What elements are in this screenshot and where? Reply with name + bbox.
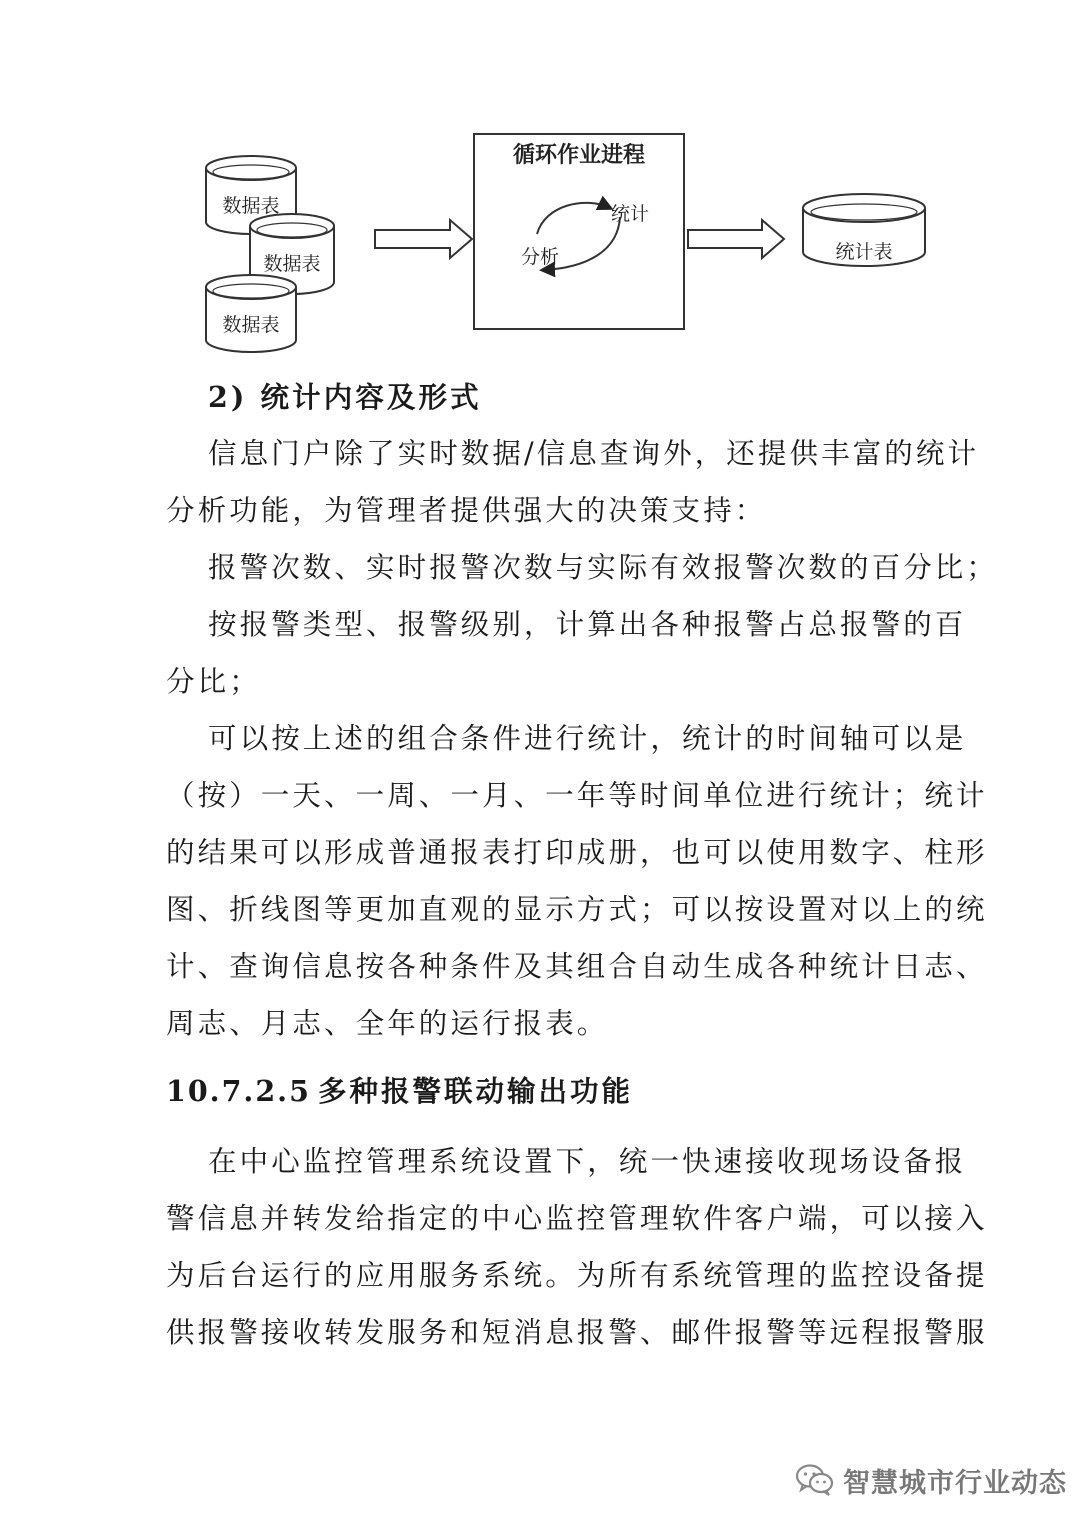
paragraph-line: 警信息并转发给指定的中心监控管理软件客户端，可以接入 (166, 1202, 988, 1235)
data-table-label-1: 数据表 (222, 195, 280, 217)
paragraph-line: 在中心监控管理系统设置下，统一快速接收现场设备报 (208, 1145, 967, 1178)
watermark (795, 1458, 1067, 1502)
paragraph-line: 周志、月志、全年的运行报表。 (166, 1007, 609, 1040)
paragraph-line: （按）一天、一周、一月、一年等时间单位进行统计；统计 (166, 779, 988, 812)
paragraph-line: 报警次数、实时报警次数与实际有效报警次数的百分比； (208, 551, 999, 584)
paragraph-line: 为后台运行的应用服务系统。为所有系统管理的监控设备提 (166, 1259, 988, 1292)
process-diagram (0, 0, 1080, 370)
paragraph-line: 分比； (166, 665, 261, 698)
paragraph-line: 分析功能，为管理者提供强大的决策支持： (166, 494, 767, 527)
section-title: 多种报警联动输出功能 (318, 1074, 634, 1108)
flow-arrow-out (688, 220, 784, 258)
stat-table-cylinder (803, 194, 925, 266)
process-title: 循环作业进程 (512, 142, 646, 168)
paragraph-line: 可以按上述的组合条件进行统计，统计的时间轴可以是 (208, 722, 967, 755)
stat-table-label: 统计表 (835, 241, 893, 263)
process-box (474, 134, 684, 329)
section-number: 10.7.2.5 (166, 1074, 311, 1108)
data-table-label-2: 数据表 (263, 253, 321, 275)
paragraph-line: 信息门户除了实时数据/信息查询外，还提供丰富的统计 (208, 437, 980, 470)
cycle-label-stat: 统计 (610, 203, 650, 225)
data-table-label-3: 数据表 (222, 314, 280, 336)
subsection-heading: 2) 统计内容及形式 (208, 380, 482, 414)
paragraph-line: 供报警接收转发服务和短消息报警、邮件报警等远程报警服 (166, 1316, 988, 1349)
cycle-label-analysis: 分析 (520, 246, 560, 268)
paragraph-line: 的结果可以形成普通报表打印成册，也可以使用数字、柱形 (166, 836, 988, 869)
paragraph-line: 计、查询信息按各种条件及其组合自动生成各种统计日志、 (166, 950, 988, 983)
watermark-text: 智慧城市行业动态 (843, 1467, 1067, 1499)
paragraph-line: 按报警类型、报警级别，计算出各种报警占总报警的百 (208, 608, 967, 641)
wechat-icon (795, 1463, 835, 1497)
data-table-cylinder-3 (206, 275, 296, 352)
flow-arrow-in (375, 220, 472, 258)
paragraph-line: 图、折线图等更加直观的显示方式；可以按设置对以上的统 (166, 893, 988, 926)
